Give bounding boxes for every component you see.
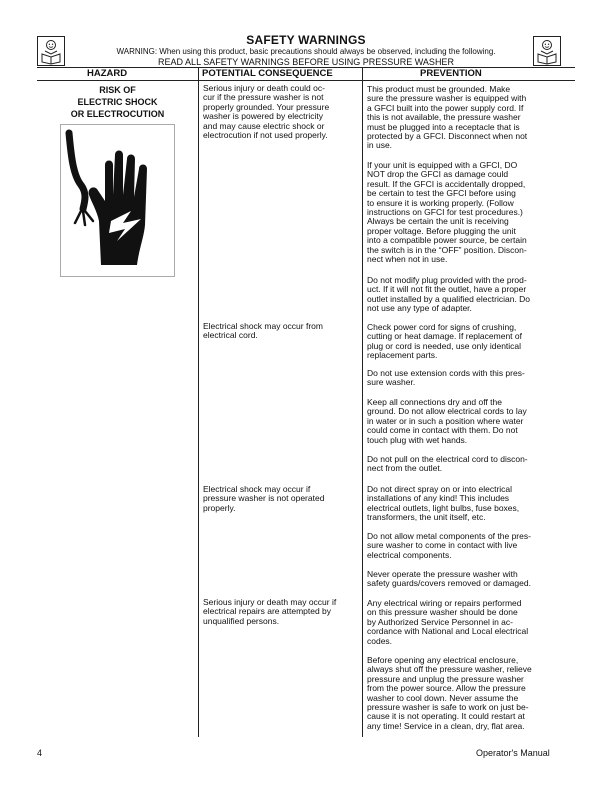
consequence-item: Electrical shock may occur if pressure washer is not operated properly. <box>203 484 325 513</box>
hazard-label: RISK OF ELECTRIC SHOCK OR ELECTROCUTION <box>70 85 165 119</box>
warning-line: WARNING: When using this product, basic precautions should always be observed, including the following. <box>116 47 496 56</box>
read-warnings-line: READ ALL SAFETY WARNINGS BEFORE USING PRESSURE WASHER <box>158 57 454 67</box>
prevention-item: If your unit is equipped with a GFCI, DO NOT drop the GFCI as damage could result. If the GFCI is accidentally dropped, be certain to test the GFCI before using to ensure it is working properly. (Follow instructions on GFCI for test procedures.) Always be certain the unit is receiving proper voltage. Before plugging the unit into a compatible power source, be certain the switch is in the “OFF” position. Discon- nect when not in use. <box>367 160 527 265</box>
table-header-rule <box>37 80 575 81</box>
prevention-item: Never operate the pressure washer with safety guards/covers removed or damaged. <box>367 569 531 589</box>
column-header-hazard: HAZARD <box>87 68 128 79</box>
consequence-item: Electrical shock may occur from electrical cord. <box>203 321 323 341</box>
consequence-item: Serious injury or death could oc- cur if the pressure washer is not properly grounded. Your pressure washer is powered by electricity and may cause electric shock or electrocution if not used properly. <box>203 83 330 141</box>
column-divider <box>362 67 363 737</box>
prevention-item: Any electrical wiring or repairs performed on this pressure washer should be done by Authorized Service Personnel in ac- cordance with National and Local electrical codes. <box>367 598 529 646</box>
prevention-item: Before opening any electrical enclosure, always shut off the pressure washer, relieve pressure and unplug the pressure washer from the power source. Allow the pressure washer to cool down. Never assume the pressure washer is safe to work on just be- cause it is not operating. It could restart at any time! Service in a clean, dry, flat area. <box>367 655 532 731</box>
page-number: 4 <box>37 748 43 758</box>
prevention-item: Keep all connections dry and off the ground. Do not allow electrical cords to lay in water or in such a position where water could come in contact with them. Do not touch plug with wet hands. <box>367 397 527 445</box>
column-header-prevention: PREVENTION <box>420 68 482 79</box>
column-divider <box>198 67 199 737</box>
prevention-item: Do not pull on the electrical cord to discon- nect from the outlet. <box>367 454 528 474</box>
prevention-item: Do not use extension cords with this pres- sure washer. <box>367 368 525 388</box>
prevention-item: Check power cord for signs of crushing, cutting or heat damage. If replacement of plug or cord is needed, use only identical replacement parts. <box>367 322 522 361</box>
manual-name: Operator's Manual <box>476 748 550 758</box>
page-title: SAFETY WARNINGS <box>246 33 366 47</box>
prevention-item: Do not allow metal components of the pres- sure washer to come in contact with live electrical components. <box>367 531 531 560</box>
prevention-item: Do not direct spray on or into electrical installations of any kind! This includes electrical outlets, light bulbs, fuse boxes, transformers, the unit itself, etc. <box>367 484 520 523</box>
prevention-item: This product must be grounded. Make sure the pressure washer is equipped with a GFCI built into the power supply cord. If this is not available, the pressure washer must be plugged into a receptacle that is protected by a GFCI. Disconnect when not in use. <box>367 84 528 151</box>
column-header-consequence: POTENTIAL CONSEQUENCE <box>202 68 333 79</box>
electric-shock-hand-icon <box>60 124 175 277</box>
prevention-item: Do not modify plug provided with the prod- uct. If it will not fit the outlet, have a proper outlet installed by a qualified electrician. Do not use any type of adapter. <box>367 275 531 314</box>
consequence-item: Serious injury or death may occur if electrical repairs are attempted by unqualified persons. <box>203 597 337 626</box>
